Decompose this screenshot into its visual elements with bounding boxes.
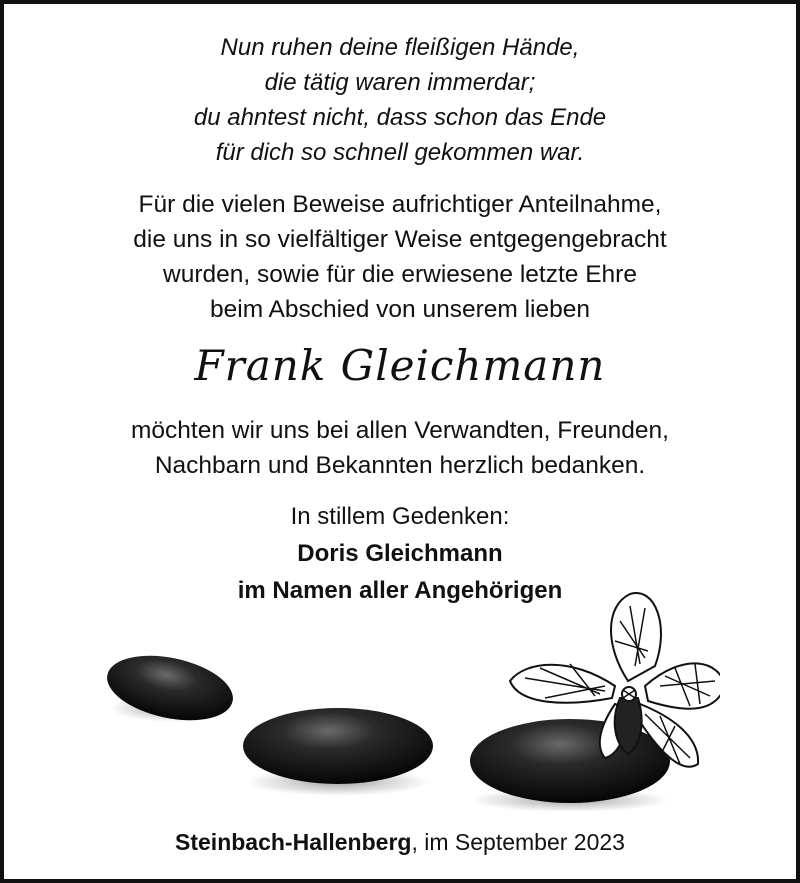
deceased-name: Frank Gleichmann [194,341,606,390]
footer-date: , im September 2023 [411,829,625,855]
footer [4,827,796,857]
poem-line: Nun ruhen deine fleißigen Hände, [220,34,580,61]
poem-line: für dich so schnell gekommen war. [215,139,585,166]
closing-line: Nachbarn und Bekannten herzlich bedanken. [154,452,646,479]
thanks-line: Für die vielen Beweise aufrichtiger Anteilnahme, [138,191,662,218]
poem-line: du ahntest nicht, dass schon das Ende [193,104,607,131]
stone-icon [243,708,433,796]
signature-name: Doris Gleichmann [297,540,503,567]
thanks-line: beim Abschied von unserem lieben [210,296,590,323]
thanks-line: wurden, sowie für die erwiesene letzte Ehre [163,261,637,288]
stone-icon [101,645,239,730]
stones-orchid-illustration [100,586,720,816]
signature-family: im Namen aller Angehörigen [237,577,563,604]
closing-paragraph [4,413,796,483]
thanks-line: die uns in so vielfältiger Weise entgegengebracht [133,226,667,253]
closing-line: möchten wir uns bei allen Verwandten, Freunden, [131,417,669,444]
thanks-paragraph [4,187,796,327]
signature-intro: In stillem Gedenken: [290,503,510,530]
poem [4,30,796,170]
poem-line: die tätig waren immerdar; [264,69,536,96]
footer-place: Steinbach-Hallenberg [175,829,412,855]
